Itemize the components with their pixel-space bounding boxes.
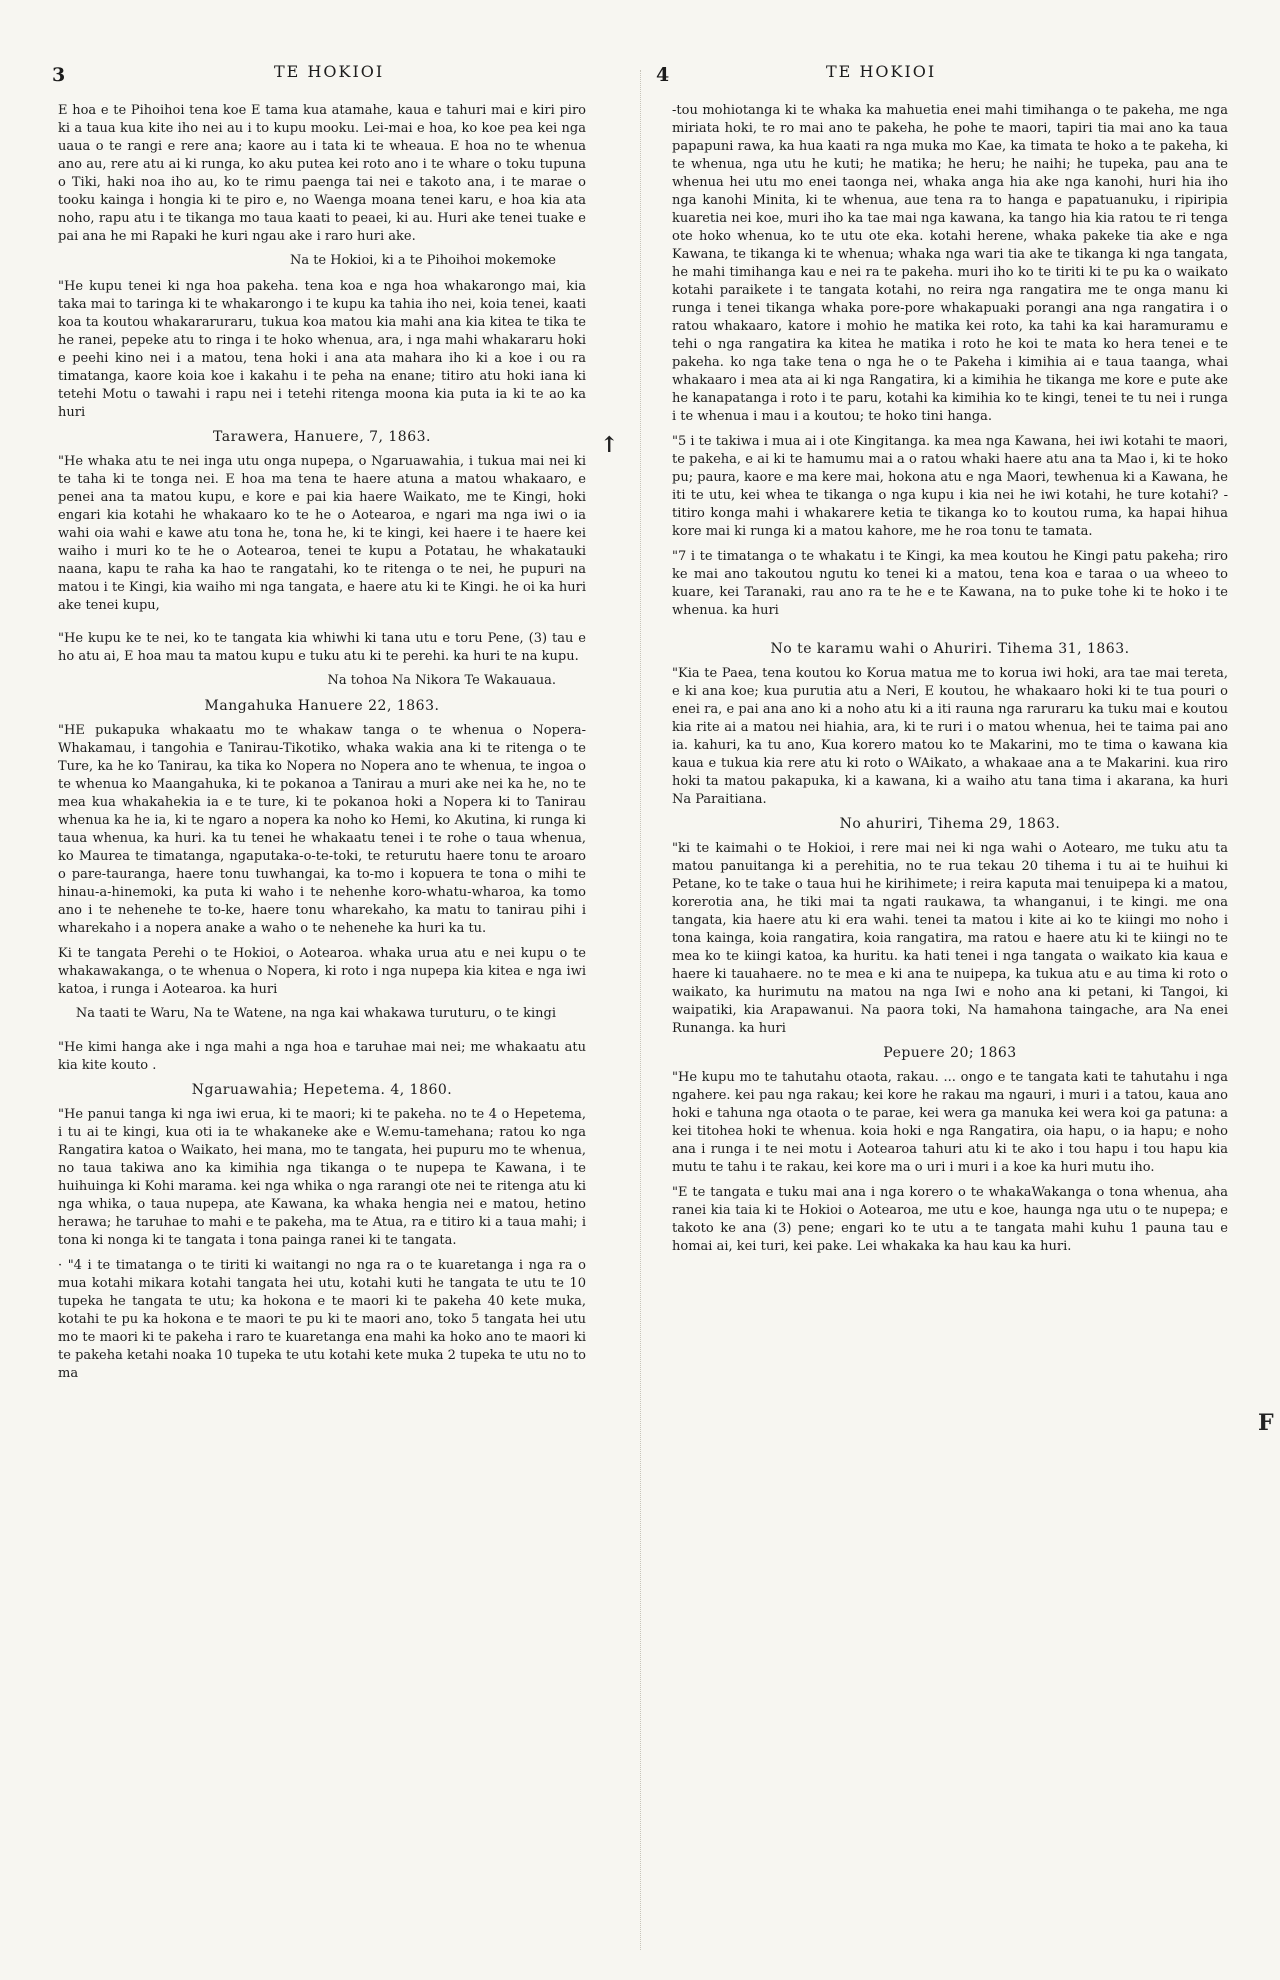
article-paragraph: "HE pukapuka whakaatu mo te whakaw tanga o te whenua o Nopera-Whakamau, i tangohia e Tanirau-Tikotiko, whaka wakia ana ki te ritenga o te Ture, ka he ko Tanirau, ka tika ko Nopera no Nopera ano te whenua, te ingoa o te whenua ko Maangahuka, ki te pokanoa a Tanirau a muri ake nei ka he, no te mea kua whakahekia ia e te ture, ki te pokanoa hoki a Nopera ki to Tanirau whenua ka he ia, ki te ngaro a nopera ka noho ko Hemi, ko Akutina, ki runga ki taua whenua, ka huri. ka tu tenei he whakaatu tenei i te rohe o taua whenua, ko Maurea te timatanga, ngaputaka-o-te-toki, te returutu haere tonu te aroaro o pare-tauranga, haere tonu tuwhangai, ka to-mo i kopuera te tona o mihi te hinau-a-hinemoki, ka puta ki waho i te nehenhe koro-whatu-wharoa, ka tomo ano i te nehenehe te to-ke, haere tonu wharekaho, ka matu to tanirau pihi i wharekaho i a nopera anake a waho o te nehenehe ka huri ka tu. <box>58 723 586 936</box>
article-paragraph: E hoa e te Pihoihoi tena koe E tama kua atamahe, kaua e tahuri mai e kiri piro ki a taua kua kite iho nei au i to kupu mooku. Lei-mai e hoa, ko koe pea kei nga uaua o te rangi e rere ana; kaore au i tata ki te wheaua. E hoa no te whenua ano au, rere atu ai ki runga, ko aku putea kei roto ano i te whare o toku tupuna o Tiki, haki noa iho au, ko te rimu paenga tai nei e takoto ana, i te marae o tooku kainga i hongia ki te piro e, no Waenga moana tenei karu, e hoa kia ata noho, rapu atu i te tikanga mo taua kaati to peaei, ki au. Huri ake tenei tuake e pai ana he mi Rapaki he kuri ngau ake i raro huri ake. <box>58 103 586 244</box>
spacer <box>58 1031 586 1039</box>
article-paragraph: Ki te tangata Perehi o te Hokioi, o Aotearoa. whaka urua atu e nei kupu o te whakawakanga, o te whenua o Nopera, ki roto i nga nupepa kia kitea e nga iwi katoa, i runga i Aotearoa. ka huri <box>58 946 586 997</box>
margin-edge-mark: F <box>1258 1410 1274 1436</box>
article-paragraph: "He kupu tenei ki nga hoa pakeha. tena koa e nga hoa whakarongo mai, kia taka mai to taringa ki te whakarongo i te kupu ka tahia iho nei, koia tenei, kaati koa ta koutou whakararuraru, tukua koa matou kia mahi ana kia kitea te tika te he ranei, pepeke atu to ringa i te hoko whenua, ara, i nga mahi whakararu hoki e peehi kino nei i a matou, tena hoki i ana ata mahara iho ki a koe i ou ra timatanga, kaore koia koe i kakahu i te peha na enane; titiro atu hoki iana ki tetehi Motu o tawahi i rapu nei i tetehi ritenga moona kia puta ia ki te ao ka huri <box>58 279 586 420</box>
article-paragraph: "He kupu ke te nei, ko te tangata kia whiwhi ki tana utu e toru Pene, (3) tau e ho atu ai, E hoa mau ta matou kupu e tuku atu ki te perehi. ka huri te na kupu. <box>58 631 586 664</box>
page-gutter <box>640 70 641 1950</box>
dateline: Ngaruawahia; Hepetema. 4, 1860. <box>191 1082 453 1098</box>
page-number: 4 <box>656 64 670 86</box>
article-paragraph: "ki te kaimahi o te Hokioi, i rere mai nei ki nga wahi o Aotearo, me tuku atu ta matou panuitanga ki a perehitia, no te rua tekau 20 tihema i tu ai te huihui ki Petane, ko te take o taua hui he kirihimete; i reira kaputa mai tenuipepa ki a matou, korerotia ana, he tiki mai ta ngati raukawa, ta whanganui, i te kingi. me ona tangata, kia haere atu ki era wahi. tenei ta matou i kite ai ko te kiingi mo noho i tona kainga, koia rangatira, koia rangatira, ma ratou e haere atu ki te kiingi no te mea ko te kiingi katoa, ka huritu. ka hati tenei i nga tangata o waikato kia kaua e haere ki tauahaere. no te mea e ki ana te nuipepa, ka tukua atu e au tima ki roto o waikato, ka hurimutu na matou na nga Iwi e noho ana ki petani, ki Tangoi, ki waipatiki, kia Arapawanui. Na paora toki, Na hamahona taingache, ara Na enei Runanga. ka huri <box>672 841 1228 1036</box>
dateline: No ahuriri, Tihema 29, 1863. <box>839 816 1061 832</box>
dateline: Mangahuka Hanuere 22, 1863. <box>204 698 440 714</box>
dateline: Tarawera, Hanuere, 7, 1863. <box>213 429 431 445</box>
right-page-header <box>650 0 1240 86</box>
spacer <box>672 627 1228 635</box>
article-paragraph: "E te tangata e tuku mai ana i nga korero o te whakaWakanga o tona whenua, aha ranei kia taia ki te Hokioi o Aotearoa, me utu e koe, haunga nga utu o te nupepa; e takoto ke ana (3) pene; engari ko te utu a te tangata mahi kuhu 1 pauna tau e homai ai, kei turi, kei pake. Lei whakaka ka hau kau ka huri. <box>672 1185 1228 1254</box>
dateline: No te karamu wahi o Ahuriri. Tihema 31, 1863. <box>770 641 1130 657</box>
article-paragraph: "He whaka atu te nei inga utu onga nupepa, o Ngaruawahia, i tukua mai nei ki te taha ki te tonga nei. E hoa ma tena te haere atuna a matou whakaaro, e penei ana ta matou kupu, e kore e pai kia haere Waikato, me te Kingi, hoki engari kia kotahi he whakaaro ko te he o Aotearoa, e ngari ma nga iwi o ia wahi oia wahi e kawe atu tona he, tona he, ki te kingi, kei haere i te haere kei waiho i muri ko te he o Aotearoa, tenei te kupu a Potatau, he whakatauki naana, kapu te raha ka hao te rangatahi, ko te ritenga o te nei, he pupuri na matou i te Kingi, kia waiho mi nga tangata, e haere atu ki te Kingi. he oi ka huri ake tenei kupu, <box>58 454 586 613</box>
article-paragraph: -tou mohiotanga ki te whaka ka mahuetia enei mahi timihanga o te pakeha, me nga miriata hoki, te ro mai ano te pakeha, he pohe te maori, tapiri tia mai ano ka taua papapuni rawa, ka hua kaati ra nga muka mo Kae, ka timata te hoko a te pakeha, ki te whenua, nga utu he kuti; he matika; he heru; he naihi; he tupeka, pau ana te whenua hei utu mo enei taonga nei, whaka anga hia ake nga kanohi, huri hia iho nga kanohi Minita, ki te whenua, aue tena ra to hanga e papatuanuku, i ripiripia kuaretia nei koe, muri iho ka tae mai nga kawana, ka tango hia kia ratou te ri tenga ote hoko whenua, ko te utu ote eka. kotahi herene, whaka pakeke tia ake e nga Kawana, te tikanga ki te whenua; whaka nga wari tia ake te tikanga ki nga tangata, he mahi timihanga kau e nei ra te pakeha. muri iho ko te tiriti ki te pu ka o waikato kotahi paraikete i te tangata kotahi, no reira nga rangatira me te onga manu ki runga i tenei tikanga whaka pore-pore whakapuaki porangi ana nga rangatira i o ratou whakaaro, katore i mohio he matika kei roto, ka tahi ka kai haramuramu e tehi o nga rangatira ka kitea he matika i roto he koi te mata ko hera tenei e te pakeha. ko nga take tena o nga he o te Pakeha i kimihia ai e taua taanga, whai whakaaro i mea ata ai ki nga Rangatira, ki a kimihia he tikanga me kore e pute ake he kanapatanga i roto i te paru, kotahi ka kimihia ko te kingi, tenei te tu nei i runga i te whenua i mau i a koutou; te hoko tini hanga. <box>672 103 1228 424</box>
article-paragraph: "Kia te Paea, tena koutou ko Korua matua me to korua iwi hoki, ara tae mai tereta, e ki ana koe; kua purutia atu a Neri, E koutou, he whakaaro hoki ki te tua pouri o enei ra, e pai ana ano ki a noho atu ki a iti rauna nga raruraru ka tuku mai e koutou kia rite ai a matou nei hiahia, ara, ki te ruri i o matou whenua, hei te taima pai ano ia. kahuri, ka tu ano, Kua korero matou ko te Makarini, mo te tima o kawana kia kaua e tukua kia rere atu ki roto o WAikato, a whakaae ana a te Makarini. kua riro hoki ta matou pakapuka, ki a kawana, ki a waiho atu tana tima i akarana, ka huri Na Paraitiana. <box>672 666 1228 807</box>
running-head: TE HOKIOI <box>826 62 937 81</box>
right-page <box>650 0 1240 1980</box>
article-paragraph: "7 i te timatanga o te whakatu i te Kingi, ka mea koutou he Kingi patu pakeha; riro ke mai ano takoutou ngutu ko tenei ki a matou, tena koa e taraa o ua wheeo to kuare, kei Taranaki, rau ano ra te he e te Kawana, na to puke tohe ki te hoko i te whenua. ka huri <box>672 549 1228 618</box>
page-number: 3 <box>52 64 66 86</box>
article-paragraph: "He kimi hanga ake i nga mahi a nga hoa e taruhae mai nei; me whakaatu atu kia kite kouto . <box>58 1040 586 1073</box>
article-paragraph: · "4 i te timatanga o te tiriti ki waitangi no nga ra o te kuaretanga i nga ra o mua kotahi mikara kotahi tangata hei utu, kotahi kuti he tangata te utu te 10 tupeka he tangata te utu; ka hokona e te maori ki te pakeha 40 kete muka, kotahi te pu ka hokona e te maori te pu ki te maori ano, toko 5 tangata hei utu mo te maori ki te pakeha i raro te kuaretanga ena mahi ka hoko ano te maori ki te pakeha ketahi noaka 10 tupeka te utu kotahi kete muka 2 tupeka te utu no to ma <box>58 1258 586 1381</box>
article-paragraph: "He kupu mo te tahutahu otaota, rakau. ... ongo e te tangata kati te tahutahu i nga ngahere. kei pau nga rakau; kei kore he rakau ma ngauri, i muri i a tatou, kaua ano hoki e tahuna nga otaota o te parae, kei wera ga manuka kei wera koi ga patuna: a kei titohea hoki te whenua. koia hoki e nga Rangatira, oia hapu, o ia hapu; e noho ana i runga i te nei motu i Aotearoa tahuri atu ki te ako i tou hapu i tou hapu kia mutu te tahu i te rakau, kei kore ma o uri i muri i a koe ka huri mutu iho. <box>672 1070 1228 1175</box>
article-paragraph: "He panui tanga ki nga iwi erua, ki te maori; ki te pakeha. no te 4 o Hepetema, i tu ai te kingi, kua oti ia te whakaneke ake e W.emu-tamehana; ratou ko nga Rangatira katoa o Waikato, hei mana, mo te tangata, hei pupuru mo te whenua, no taua takiwa ano ka kimihia nga tikanga o te nupepa te Kawana, i te huihuinga ki Kohi marama. kei nga whika o nga rarangi ote nei te ritenga atu ki nga whika, o taua nupepa, ate Kawana, ka whaka hengia nei e matou, hetino herawa; he taruhae to mahi e te pakeha, ma te Atua, ra e titiro ki a taua mahi; i tona ki nonga ki te tangata i tona painga ranei ki te tangata. <box>58 1107 586 1248</box>
article-paragraph: "5 i te takiwa i mua ai i ote Kingitanga. ka mea nga Kawana, hei iwi kotahi te maori, te pakeha, e ai ki te hamumu mai a o ratou whaki haere atu ana ta Mao i, ki te hoko pu; paura, kaore e ma kere mai, hokona atu e nga Maori, tewhenua ki a Kawana, he iti te utu, kei whea te tikanga o nga kupu i kia nei he iwi kotahi, he ture kotahi? - titiro konga mahi i whakarere ketia te tikanga ko to koutou ruma, ka hapai hihua kore mai ki runga ki a matou kahore, me he roa tonu te tamata. <box>672 434 1228 539</box>
dateline: Pepuere 20; 1863 <box>883 1045 1017 1061</box>
left-page-header <box>8 0 598 86</box>
right-page-body <box>650 80 1240 1256</box>
spacer <box>58 622 586 630</box>
signature-line: Na te Hokioi, ki a te Pihoihoi mokemoke <box>289 253 556 268</box>
running-head: TE HOKIOI <box>274 62 385 81</box>
left-page-body <box>8 80 598 1383</box>
left-page <box>8 0 598 1980</box>
signature-line: Na taati te Waru, Na te Watene, na nga kai whakawa turuturu, o te kingi <box>75 1006 556 1021</box>
signature-line: Na tohoa Na Nikora Te Wakauaua. <box>327 673 556 688</box>
margin-arrow-mark: ↑ <box>600 432 619 458</box>
